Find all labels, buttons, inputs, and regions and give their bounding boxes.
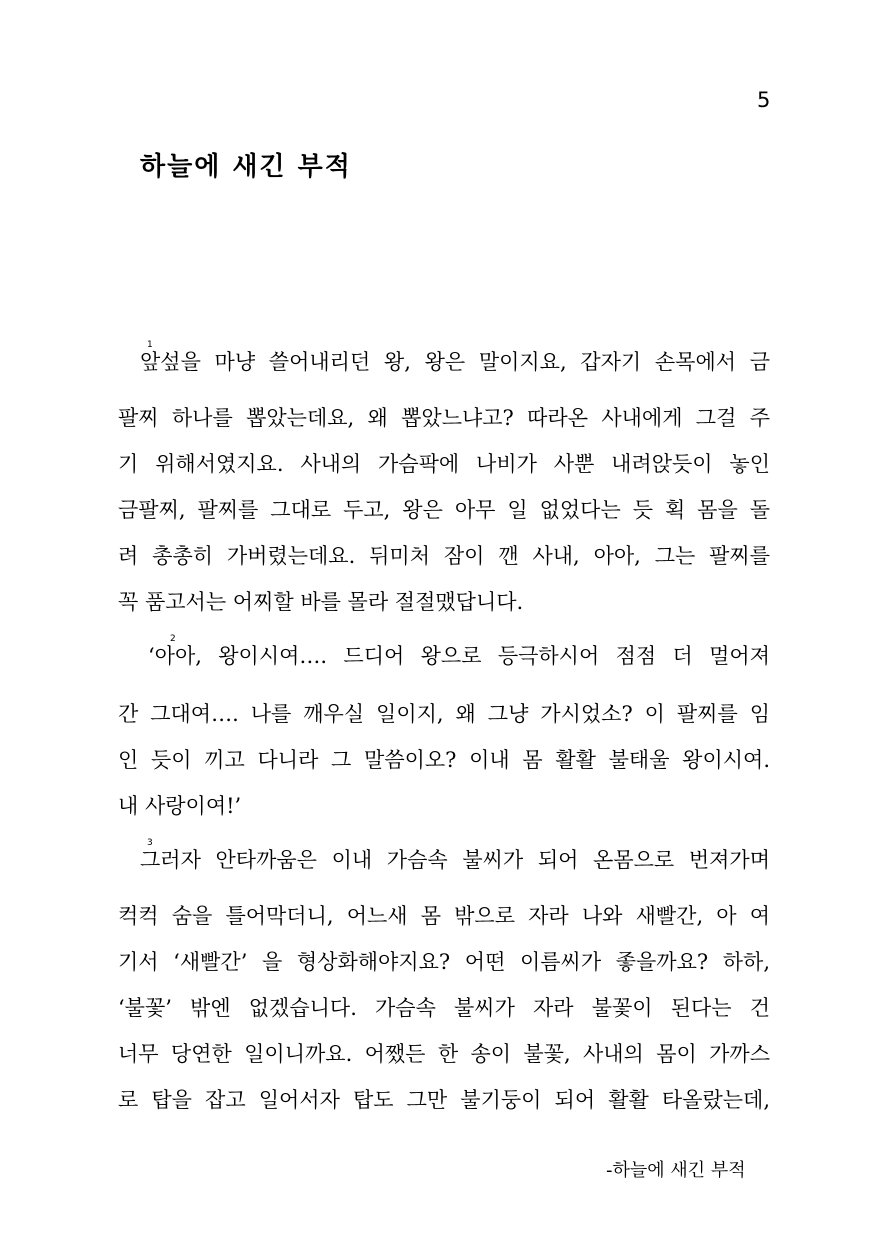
text-line: 로 탑을 잡고 일어서자 탑도 그만 불기둥이 되어 활활 타올랐는데,: [118, 1088, 770, 1112]
running-footer: -하늘에 새긴 부적: [606, 1160, 746, 1181]
text-line: 너무 당연한 일이니까요. 어쨌든 한 송이 불꽃, 사내의 몸이 가까스: [118, 1042, 770, 1066]
text-line: 금팔찌, 팔찌를 그대로 두고, 왕은 아무 일 없었다는 듯 획 몸을 돌: [118, 498, 770, 522]
text-line: 려 총총히 가버렸는데요. 뒤미처 잠이 깬 사내, 아아, 그는 팔찌를: [118, 544, 770, 568]
text-line: 간 그대여…. 나를 깨우실 일이지, 왜 그냥 가시었소? 이 팔찌를 임: [118, 702, 770, 726]
text-line: 기 위해서였지요. 사내의 가슴팍에 나비가 사뿐 내려앉듯이 놓인: [118, 452, 770, 476]
chapter-title: 하늘에 새긴 부적: [140, 152, 352, 182]
text-line: 팔찌 하나를 뽑았는데요, 왜 뽑았느냐고? 따라온 사내에게 그걸 주: [118, 406, 770, 430]
text-line: ‘아아, 왕이시여…. 드디어 왕으로 등극하시어 점점 더 멀어져: [148, 644, 770, 668]
text-line: 인 듯이 끼고 다니라 그 말씀이오? 이내 몸 활활 불태울 왕이시여.: [118, 748, 770, 772]
footnote-marker-2: 2: [170, 634, 176, 644]
text-line: 내 사랑이여!’: [118, 794, 242, 818]
text-line: 꼭 품고서는 어찌할 바를 몰라 절절맸답니다.: [118, 590, 524, 614]
footnote-marker-3: 3: [147, 838, 153, 848]
text-line: ‘불꽃’ 밖엔 없겠습니다. 가슴속 불씨가 자라 불꽃이 된다는 건: [118, 996, 770, 1020]
text-line: 앞섶을 마냥 쓸어내리던 왕, 왕은 말이지요, 갑자기 손목에서 금: [140, 350, 770, 374]
page-number: 5: [757, 88, 771, 112]
text-line: 컥컥 숨을 틀어막더니, 어느새 몸 밖으로 자라 나와 새빨간, 아 여: [118, 904, 770, 928]
text-line: 그러자 안타까움은 이내 가슴속 불씨가 되어 온몸으로 번져가며: [140, 848, 770, 872]
footnote-marker-1: 1: [147, 340, 153, 350]
text-line: 기서 ‘새빨간’ 을 형상화해야지요? 어떤 이름씨가 좋을까요? 하하,: [118, 950, 770, 974]
